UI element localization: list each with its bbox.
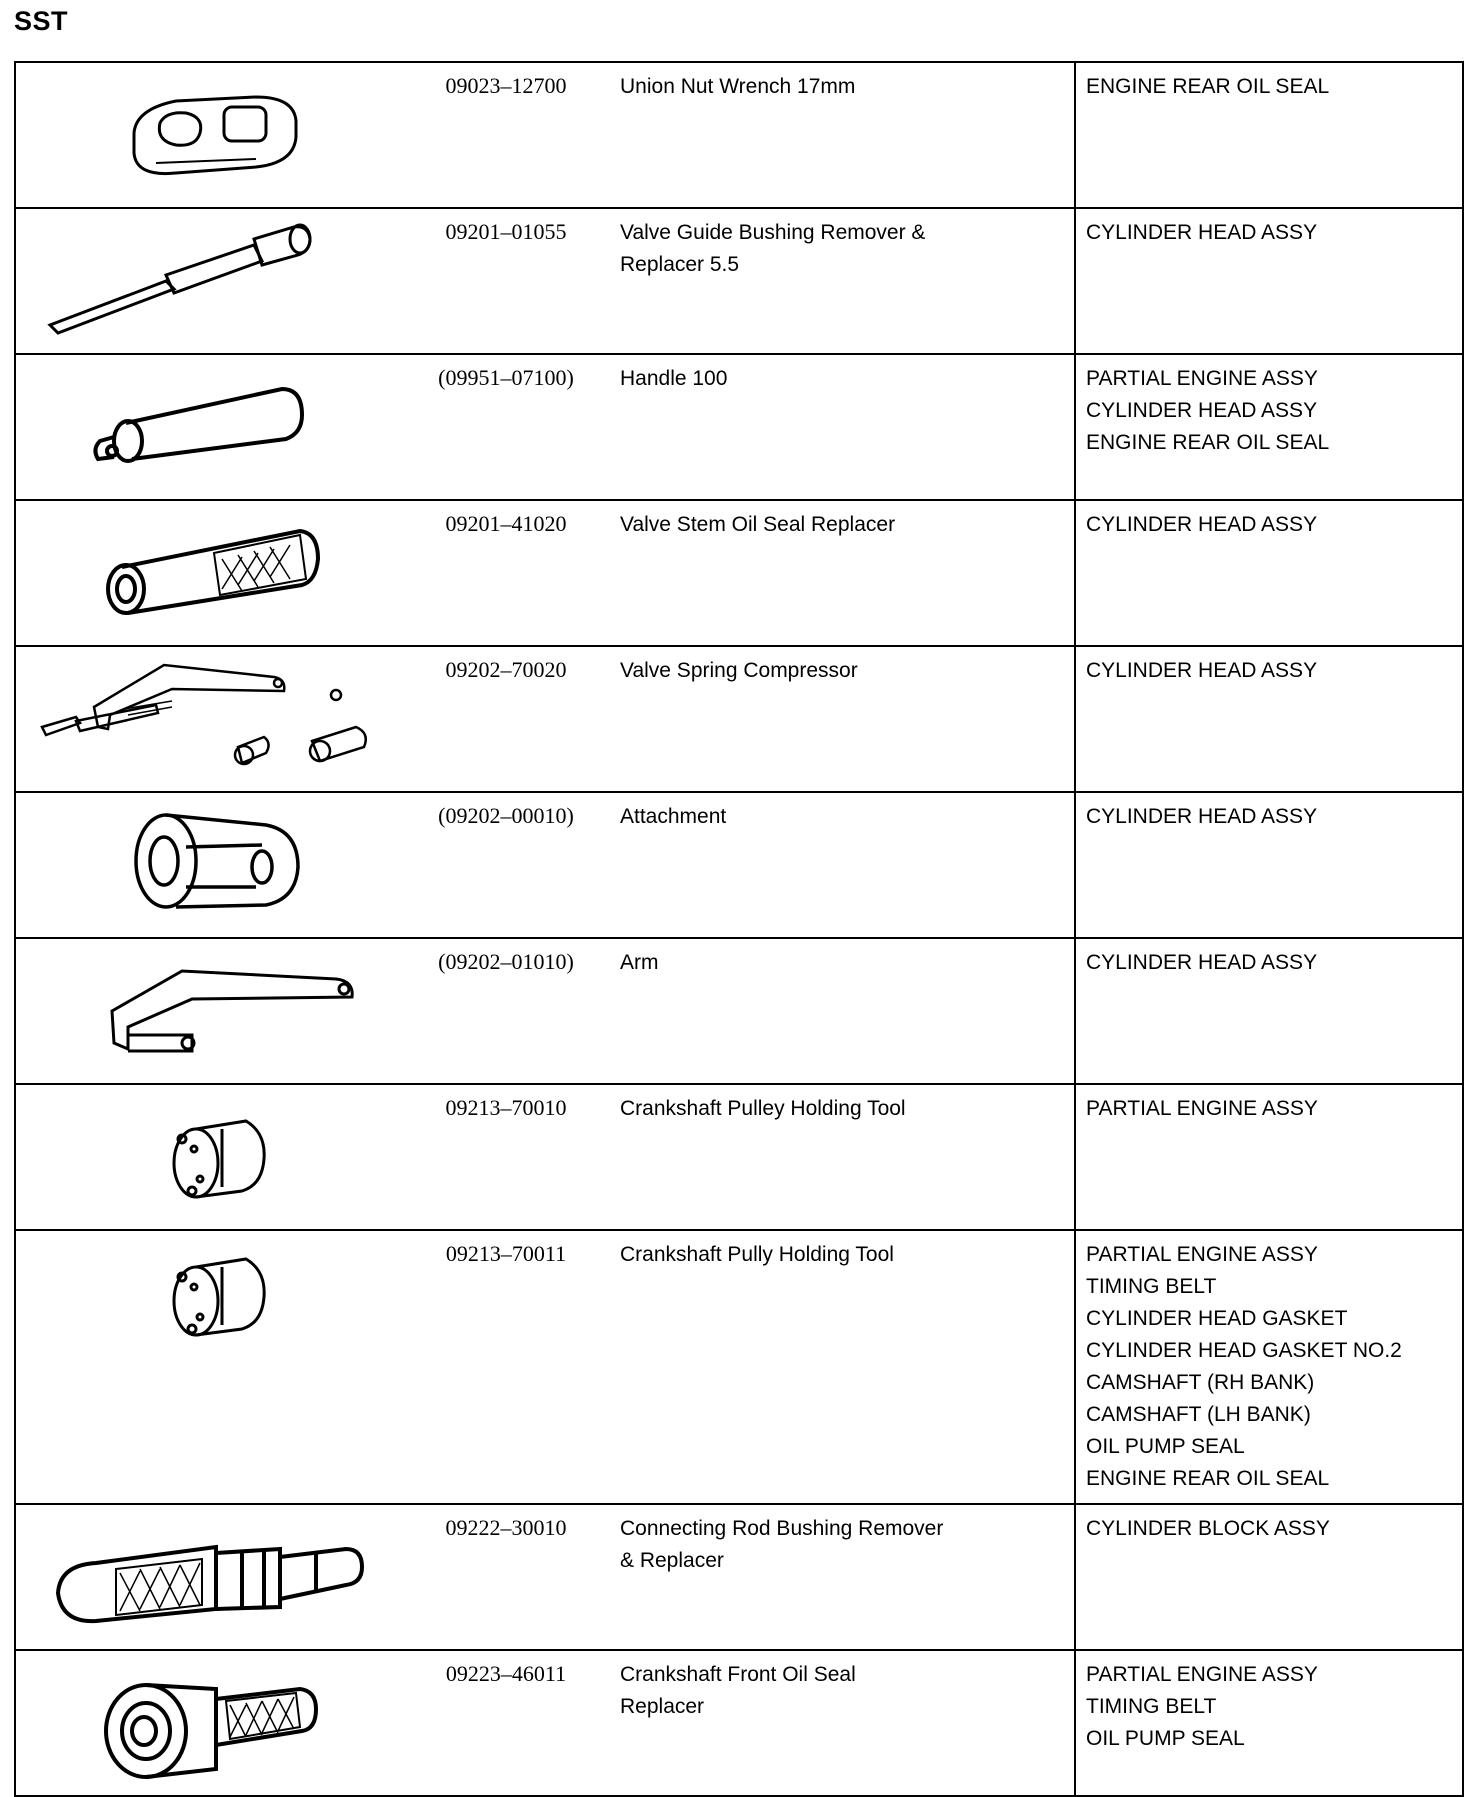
- crankshaft-pulley-holding-tool-icon: [16, 1085, 436, 1229]
- table-row: [15, 646, 1463, 792]
- application-item: PARTIAL ENGINE ASSY: [1086, 367, 1318, 390]
- part-number: (09202–01010): [438, 949, 574, 974]
- table-row: [15, 354, 1463, 500]
- tool-name: Valve Guide Bushing Remover & Replacer 5.5: [620, 221, 926, 276]
- application-list: [1075, 938, 1463, 1084]
- union-nut-wrench-icon: [16, 63, 436, 207]
- tool-name: Valve Spring Compressor: [620, 659, 858, 682]
- application-item: CYLINDER BLOCK ASSY: [1086, 1517, 1330, 1540]
- application-item: OIL PUMP SEAL: [1086, 1435, 1245, 1458]
- application-list: [1075, 62, 1463, 208]
- handle-icon: [16, 355, 436, 499]
- application-item: TIMING BELT: [1086, 1275, 1217, 1298]
- tool-name: Valve Stem Oil Seal Replacer: [620, 513, 896, 536]
- table-row: [15, 62, 1463, 208]
- tool-name: Handle 100: [620, 367, 728, 390]
- application-item: PARTIAL ENGINE ASSY: [1086, 1663, 1318, 1686]
- application-item: CAMSHAFT (LH BANK): [1086, 1403, 1311, 1426]
- application-list: [1075, 1504, 1463, 1650]
- application-item: OIL PUMP SEAL: [1086, 1727, 1245, 1750]
- sst-table: [14, 61, 1464, 1797]
- application-item: CYLINDER HEAD ASSY: [1086, 399, 1318, 422]
- table-row: [15, 500, 1463, 646]
- table-row: [15, 1504, 1463, 1650]
- tool-name: Crankshaft Pully Holding Tool: [620, 1243, 894, 1266]
- application-item: CYLINDER HEAD ASSY: [1086, 659, 1318, 682]
- part-number: 09222–30010: [445, 1515, 567, 1540]
- application-item: ENGINE REAR OIL SEAL: [1086, 431, 1330, 454]
- application-item: CAMSHAFT (RH BANK): [1086, 1371, 1315, 1394]
- part-number: (09951–07100): [438, 365, 574, 390]
- table-row: [15, 1084, 1463, 1230]
- application-list: [1075, 208, 1463, 354]
- application-item: CYLINDER HEAD GASKET: [1086, 1307, 1348, 1330]
- application-item: TIMING BELT: [1086, 1695, 1217, 1718]
- application-item: ENGINE REAR OIL SEAL: [1086, 75, 1330, 98]
- application-list: [1075, 354, 1463, 500]
- attachment-icon: [16, 793, 436, 937]
- part-number: 09223–46011: [445, 1661, 567, 1686]
- part-number: 09023–12700: [445, 73, 567, 98]
- part-number: 09202–70020: [445, 657, 567, 682]
- crankshaft-pully-holding-tool-icon: [16, 1231, 436, 1359]
- part-number: 09201–41020: [445, 511, 567, 536]
- tool-name: Union Nut Wrench 17mm: [620, 75, 856, 98]
- application-item: CYLINDER HEAD ASSY: [1086, 513, 1318, 536]
- tool-name: Crankshaft Pulley Holding Tool: [620, 1097, 906, 1120]
- arm-icon: [16, 939, 436, 1083]
- table-row: [15, 1230, 1463, 1504]
- application-list: [1075, 1084, 1463, 1230]
- part-number: (09202–00010): [438, 803, 574, 828]
- valve-stem-oil-seal-replacer-icon: [16, 501, 436, 645]
- table-row: [15, 938, 1463, 1084]
- application-item: PARTIAL ENGINE ASSY: [1086, 1097, 1318, 1120]
- application-list: [1075, 646, 1463, 792]
- tool-name: Crankshaft Front Oil Seal Replacer: [620, 1663, 856, 1718]
- tool-name: Arm: [620, 951, 659, 974]
- tool-name: Attachment: [620, 805, 727, 828]
- connecting-rod-bushing-remover-icon: [16, 1505, 436, 1649]
- application-item: CYLINDER HEAD ASSY: [1086, 805, 1318, 828]
- application-item: CYLINDER HEAD ASSY: [1086, 951, 1318, 974]
- application-list: [1075, 1650, 1463, 1796]
- table-row: [15, 208, 1463, 354]
- application-list: [1075, 500, 1463, 646]
- application-item: PARTIAL ENGINE ASSY: [1086, 1243, 1318, 1266]
- tool-name: Connecting Rod Bushing Remover & Replacer: [620, 1517, 944, 1572]
- valve-guide-bushing-remover-icon: [16, 209, 436, 353]
- table-row: [15, 1650, 1463, 1796]
- table-row: [15, 792, 1463, 938]
- part-number: 09201–01055: [445, 219, 567, 244]
- part-number: 09213–70011: [445, 1241, 567, 1266]
- valve-spring-compressor-icon: [16, 647, 436, 791]
- application-item: ENGINE REAR OIL SEAL: [1086, 1467, 1330, 1490]
- page-title: SST: [14, 6, 69, 36]
- crankshaft-front-oil-seal-replacer-icon: [16, 1651, 436, 1795]
- application-list: [1075, 792, 1463, 938]
- application-item: CYLINDER HEAD GASKET NO.2: [1086, 1339, 1402, 1362]
- part-number: 09213–70010: [445, 1095, 567, 1120]
- application-list: [1075, 1230, 1463, 1504]
- application-item: CYLINDER HEAD ASSY: [1086, 221, 1318, 244]
